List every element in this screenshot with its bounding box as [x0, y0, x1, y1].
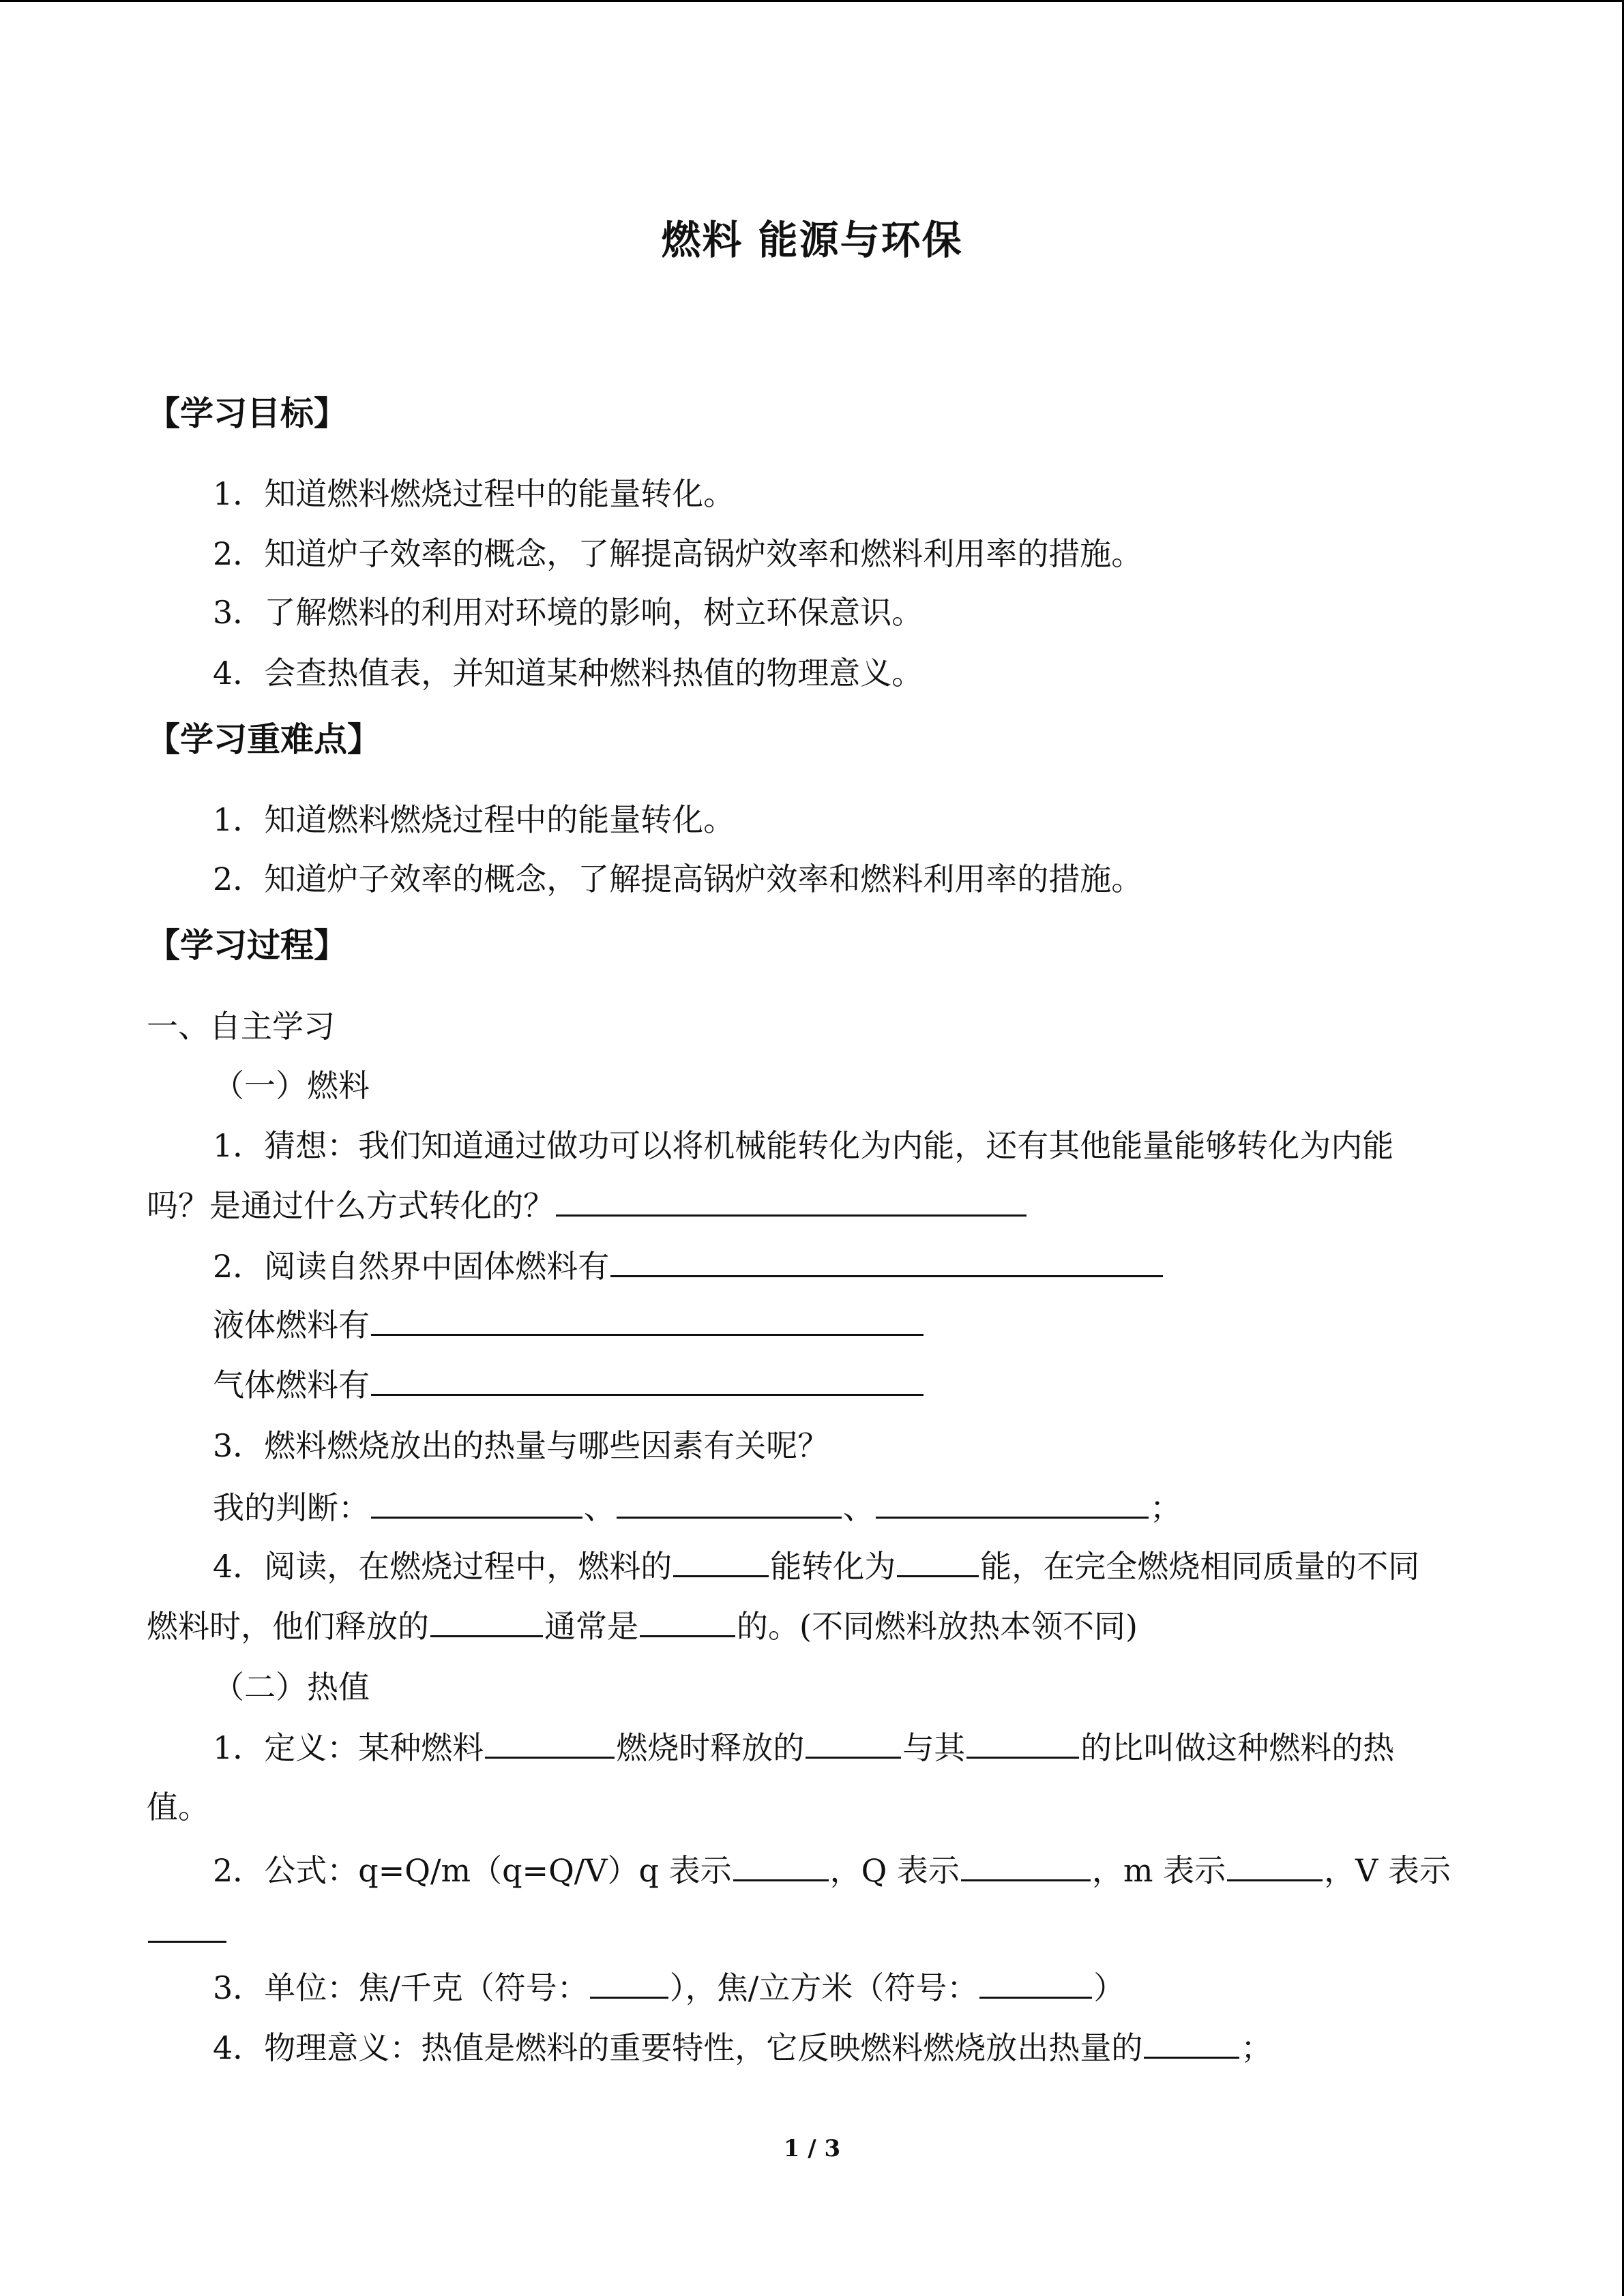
- q3-line1: 3．燃料燃烧放出的热量与哪些因素有关呢？: [213, 1427, 829, 1464]
- h2-text-2: ，Q 表示: [829, 1852, 960, 1889]
- h4-text-2: ；: [1241, 2029, 1273, 2066]
- q3-line2: [213, 1485, 1181, 1530]
- q2-text-liquid: 液体燃料有: [213, 1307, 370, 1343]
- q4-text-1: 4．阅读，在燃烧过程中，燃料的: [213, 1548, 673, 1585]
- page-number: 1 / 3: [783, 2135, 841, 2162]
- h2-text-1: 2．公式：q=Q/m（q=Q/V）q 表示: [213, 1852, 732, 1889]
- q2-line1: [213, 1244, 1164, 1288]
- q2-text-solid: 2．阅读自然界中固体燃料有: [213, 1248, 610, 1285]
- goal-item-3: 3．了解燃料的利用对环境的影响，树立环保意识。: [213, 594, 924, 631]
- h3-text-2: ），焦/立方米（符号：: [669, 1969, 979, 2006]
- part1-heading: 一、自主学习: [147, 1008, 335, 1045]
- h3-text-1: 3．单位：焦/千克（符号：: [213, 1969, 589, 2006]
- h2-text-3: ，m 表示: [1091, 1852, 1226, 1889]
- h1-line1: [213, 1725, 1394, 1770]
- answer-blank[interactable]: [1144, 2025, 1239, 2059]
- q2-line3: [213, 1362, 925, 1407]
- q4-text-6: 的。(不同燃料放热本领不同): [737, 1608, 1138, 1645]
- answer-blank[interactable]: [371, 1302, 924, 1336]
- q2-line2: [213, 1302, 925, 1347]
- section-heading-key-points: 【学习重难点】: [147, 719, 381, 759]
- q4-line2: [147, 1604, 1138, 1648]
- q1-text: 吗？是通过什么方式转化的？: [147, 1187, 555, 1224]
- q1-line2: [147, 1183, 1028, 1227]
- answer-blank[interactable]: [610, 1244, 1163, 1277]
- h1-text-3: 与其: [902, 1729, 966, 1766]
- section-heading-process: 【学习过程】: [147, 925, 348, 965]
- answer-blank[interactable]: [148, 1909, 226, 1943]
- answer-blank[interactable]: [806, 1725, 901, 1759]
- q3-end: ；: [1150, 1489, 1181, 1526]
- document-title: 燃料 能源与环保: [661, 217, 963, 263]
- goal-item-1: 1．知道燃料燃烧过程中的能量转化。: [213, 475, 735, 512]
- key-point-item-2: 2．知道炉子效率的概念，了解提高锅炉效率和燃料利用率的措施。: [213, 861, 1143, 897]
- q2-text-gas: 气体燃料有: [213, 1367, 370, 1403]
- goal-item-4: 4．会查热值表，并知道某种燃料热值的物理意义。: [213, 655, 924, 691]
- answer-blank[interactable]: [897, 1544, 979, 1577]
- h3-line: [213, 1965, 1125, 2010]
- sub1-heading: （一）燃料: [213, 1067, 370, 1104]
- answer-blank[interactable]: [733, 1848, 829, 1881]
- q4-text-5: 通常是: [544, 1608, 638, 1645]
- h3-text-3: ）: [1093, 1969, 1125, 2006]
- q4-text-2: 能转化为: [770, 1548, 896, 1585]
- answer-blank[interactable]: [371, 1362, 924, 1396]
- q4-text-3: 能，在完全燃烧相同质量的不同: [980, 1548, 1420, 1585]
- answer-blank[interactable]: [876, 1485, 1149, 1519]
- h1-text-2: 燃烧时释放的: [616, 1729, 805, 1766]
- h4-line: [213, 2025, 1272, 2070]
- sub2-heading: （二）热值: [213, 1669, 370, 1705]
- answer-blank[interactable]: [979, 1965, 1092, 1999]
- q3-separator-2: 、: [843, 1489, 874, 1526]
- answer-blank[interactable]: [617, 1485, 842, 1519]
- h1-line2: 值。: [147, 1789, 209, 1825]
- answer-blank[interactable]: [556, 1183, 1027, 1217]
- h4-text-1: 4．物理意义：热值是燃料的重要特性，它反映燃料燃烧放出热量的: [213, 2029, 1143, 2066]
- answer-blank[interactable]: [371, 1485, 582, 1519]
- answer-blank[interactable]: [966, 1725, 1079, 1759]
- h2-text-4: ，V 表示: [1324, 1852, 1451, 1889]
- h2-line1: [213, 1848, 1451, 1892]
- answer-blank[interactable]: [430, 1604, 543, 1637]
- answer-blank[interactable]: [1227, 1848, 1323, 1881]
- h2-line2: [147, 1909, 228, 1954]
- q3-separator-1: 、: [584, 1489, 615, 1526]
- answer-blank[interactable]: [961, 1848, 1091, 1881]
- h1-text-1: 1．定义：某种燃料: [213, 1729, 484, 1766]
- answer-blank[interactable]: [640, 1604, 735, 1637]
- section-heading-goals: 【学习目标】: [147, 393, 348, 433]
- answer-blank[interactable]: [485, 1725, 615, 1759]
- key-point-item-1: 1．知道燃料燃烧过程中的能量转化。: [213, 801, 735, 838]
- answer-blank[interactable]: [673, 1544, 769, 1577]
- q4-text-4: 燃料时，他们释放的: [147, 1608, 429, 1645]
- q1-line1: 1．猜想：我们知道通过做功可以将机械能转化为内能，还有其他能量能够转化为内能: [213, 1127, 1394, 1164]
- q4-line1: [213, 1544, 1419, 1588]
- h1-text-4: 的比叫做这种燃料的热: [1080, 1729, 1395, 1766]
- page-border-top: [0, 0, 1624, 2]
- goal-item-2: 2．知道炉子效率的概念，了解提高锅炉效率和燃料利用率的措施。: [213, 535, 1143, 572]
- answer-blank[interactable]: [590, 1965, 668, 1999]
- q3-label: 我的判断：: [213, 1489, 370, 1526]
